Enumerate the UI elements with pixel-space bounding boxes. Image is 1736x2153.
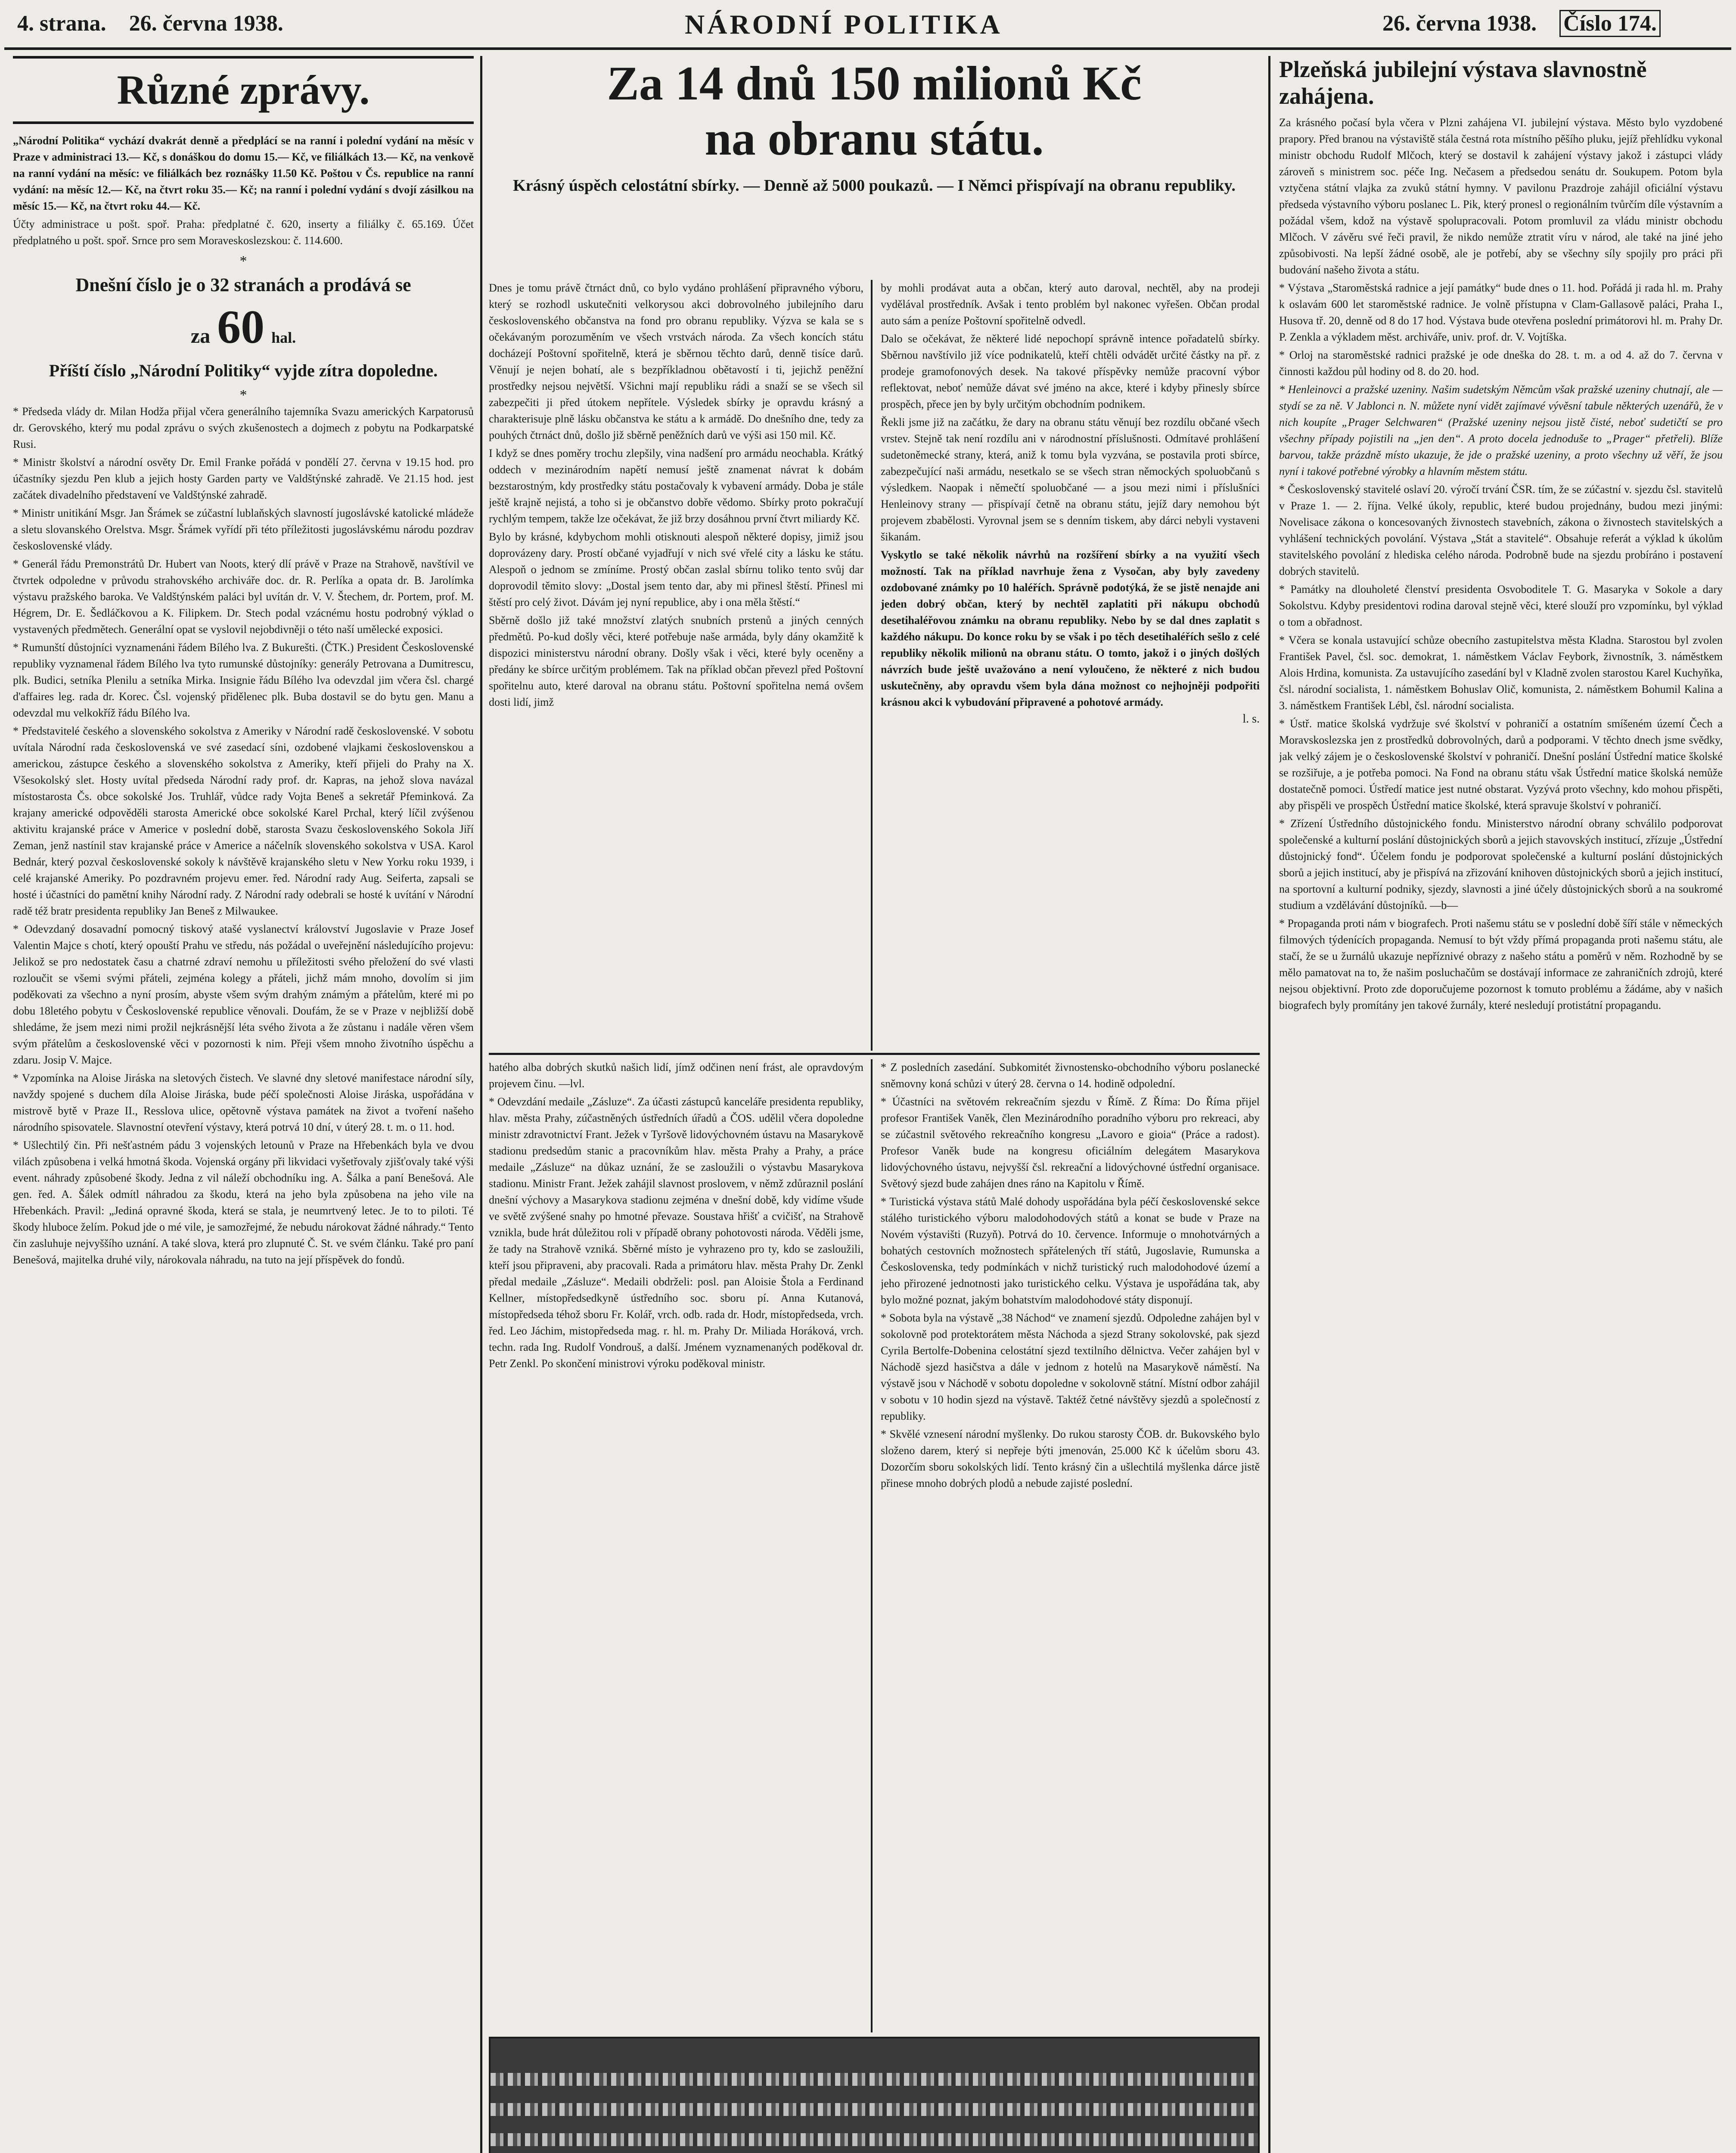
price-number: 60: [217, 301, 265, 353]
next-issue: Příští číslo „Národní Politiky“ vyjde zítra dopoledne.: [49, 361, 438, 380]
news-item: * Turistická výstava států Malé dohody uspořádána byla péčí československé sekce stálého turistického výboru malodohodových států a konat se bude v Praze na Novém výstavišti (Ruzyň). Potrvá do 10. července. Informuje o mnohotvárných a bohatých cestovních možnostech spřátelených tří států, Jugoslavie, Rumunska a Československa, tedy podmínkách v nichž turistický ruch malodohodové území a jeho přirozené jednotnosti jako turistického celku. Výstava je uspořádána tak, aby bylo možné poznat, jakým bohatstvím malodohodové státy disponují.: [881, 1195, 1260, 1306]
masthead: NÁRODNÍ POLITIKA: [685, 9, 1003, 40]
price-unit: hal.: [271, 329, 296, 346]
subscription-info: „Národní Politika“ vychází dvakrát denně a předplácí se na ranní i polední vydání na měsíc v Praze v administraci 13.— Kč, s donáškou do domu 15.— Kč, ve filiálkách 13.— Kč, na venkově na ranní vydání na měsíc: ve filiálkách bez roznášky 11.50 Kč. Poštou v Čs. republice na ranní vydání: na měsíc 12.— Kč, na čtvrt roku 35.— Kč; na ranní i polední vydání s dvojí zásilkou na měsíc 15.— Kč, na čtvrt roku 44.— Kč.: [13, 134, 474, 212]
center-lower-column-1: [489, 1059, 863, 2032]
center-lower-column-2: [881, 1059, 1260, 2032]
news-item: * Propaganda proti nám v biografech. Proti našemu státu se v poslední době šíří stále v německých filmových týdenících propaganda. Nemusí to být vždy přímá propaganda proti našemu státu, ale stačí, že se u žurnálů ukazuje nepříznivé obrazy z našeho státu a poměrů v něm. Rozhodně by se mělo pamatovat na to, že našim posluchačům se dostávají informace ze zahraničních zdrojů, které nejsou objektivní. Proto zde doporučujeme pozornost k tomuto problému a žádáme, aby v našich biografech byly promítány jen takové žurnály, které nesledují protistátní propagandu.: [1279, 917, 1723, 1011]
news-item: * Výstava „Staroměstská radnice a její památky“ bude dnes o 11. hod. Pořádá ji rada hl. m. Prahy k oslavám 600 let staroměstské radnice. Je volně přístupna v Clam-Gallasově paláci, Praha I., Husova tř. 20, denně od 8 do 17 hod. Výstava bude otevřena poslední primátorovi hl. m. Prahy Dr. P. Zenkla a výkladem měst. archiváře, univ. prof. dr. V. Vojtíška.: [1279, 282, 1723, 343]
right-column: [1279, 56, 1723, 2153]
article-paragraph: Dnes je tomu právě čtrnáct dnů, co bylo vydáno prohlášení připravného výboru, který se rozhodl uskutečniti velkorysou akci dobrovolného jubilejního daru československého občanstva na fond pro obranu republiky. Výzva se kala se s očekávaným porozuměním ve všech vrstvách národa. Za všech koncích státu docházejí Poštovní spořitelně, která je sběrnou těchto darů, denně tisíce darů. Věnují je nejen bohatí, ale s bezpříkladnou obětavostí i ti, jejichž peněžní prostředky nejsou největší. Všichni mají republiku rádi a snaží se se všech sil zabezpečiti ji před útokem nepřítele. Výsledek sbírky je opravdu krásný a charakterisuje plně lásku občanstva ke státu a k armádě. Do dnešního dne, tedy za pouhých čtrnáct dnů, došlo již sběrně peněžních darů ve výši asi 150 mil. Kč.: [489, 282, 863, 441]
news-item: * Z posledních zasedání. Subkomitét živnostensko-obchodního výboru poslanecké sněmovny koná schůzi v úterý 28. června o 14. hodině odpolední.: [881, 1061, 1260, 1090]
price-line: [13, 300, 474, 354]
left-column: [13, 56, 474, 2153]
news-item: * Skvělé vznesení národní myšlenky. Do rukou starosty ČOB. dr. Bukovského bylo složeno darem, který si nepřeje býti jmenován, 25.000 Kč k účelům sboru 43. Dozorčím sboru sokolských lidí. Tento krásný čin a ušlechtilá myšlenka dárce jistě přinese mnoho dobrých plodů a nebude zajisté poslední.: [881, 1428, 1260, 1489]
column-divider: [871, 280, 873, 1051]
header-right-info: [1382, 11, 1661, 36]
news-item: * Odevzdání medaile „Zásluze“. Za účasti zástupců kanceláře presidenta republiky, hlav. města Prahy, zúčastněných ústředních úřadů a ČOS. udělil včera dopoledne ministr zdravotnictví Frant. Ježek v Tyršově lidovýchovném ústavu na Masarykově stadionu predsedům stanic a pracovníkům hlav. města Prahy a Prahy, a práce medaile „Zásluze“ na důkaz uznání, že se zasloužili o výstavbu Masarykova stadionu. Ministr Frant. Ježek zahájil slavnost proslovem, v němž zdůraznil poslání dnešní výchovy a Masarykova stadionu zejména v dnešní době, kdy vidíme všude ve světě zvýšené snahy po hmotné převaze. Soustava hřišť a cvičišť, na Strahově vznikla, bude hrát důležitou roli v případě obrany pohotovosti národa. Věděli jsme, že tady na Strahově vzniká. Sběrné místo je vyhrazeno pro ty, kdo se zasloužili, kteří jsou připraveni, aby pracovali. Rada a primátoru hlav. města Prahy Dr. Zenkl předal medaile „Zásluze“. Medaili obdrželi: posl. pan Aloisie Štola a Ferdinand Kellner, místopředsedkyně ústředního soc. sboru pí. Anna Kutanová, místopředseda téhož sboru Fr. Kolář, vrch. odb. rada dr. Hodr, místopředseda, vrch. řed. Leo Jáchim, mistopředseda mag. r. hl. m. Prahy Dr. Miliada Horáková, vrch. techn. rada Ing. Rudolf Vondrouš, a další. Jménem vyznamenaných poděkoval dr. Petr Zenkl. Po skončení ministrovi výroku poděkoval ministr.: [489, 1095, 863, 1370]
center-column-2: [881, 280, 1260, 1051]
parade-photo: [489, 2037, 1260, 2153]
article-paragraph: by mohli prodávat auta a občan, který auto daroval, nechtěl, aby na prodeji vydělával prostředník. Avšak i tento problém byl nakonec vyřešen. Občan prodal auto sám a peníze Poštovní spořitelně odvedl.: [881, 282, 1260, 327]
news-item: * Generál řádu Premonstrátů Dr. Hubert van Noots, který dlí právě v Praze na Strahově, navštívil ve čtvrtek odpoledne v průvodu strahovského archiváře doc. dr. R. Perlíka a opata dr. B. Jarolímka výstavu pražského baroka. Ve Valdštýnském paláci byl uvítán dr. V. V. Štechem, dr. Portem, prof. M. Hégrem, Dr. E. Šedláčkovou a K. Filipkem. Dr. Stech podal vzácnému hostu podrobný výklad o vystavených předmětech. Generální opat se vyslovil nejobdivněji o této naší umělecké exposici.: [13, 558, 474, 636]
header-issue: Číslo 174.: [1559, 10, 1661, 37]
news-item: * Rumunští důstojníci vyznamenáni řádem Bílého lva. Z Bukurešti. (ČTK.) President Československé republiky vyznamenal řádem Bílého lva tyto rumunské důstojníky: generály Petrovana a Dumitrescu, plk. Budici, setníka Plenilu a setníka Mirka. Insignie řádu Bílého lva odevzdal jim včera čsl. chargé d'affaires leg. rada dr. Korec. Čsl. vojenský přidělenec plk. Buba dostavil se do bytu gen. Manu a odevzdal mu velkokříž řádu Bílého lva.: [13, 641, 474, 719]
news-item: * Předseda vlády dr. Milan Hodža přijal včera generálního tajemníka Svazu amerických Karpatorusů dr. Gerovského, který mu podal zprávu o svých zkušenostech a dojmech z pobytu na Podkarpatské Rusi.: [13, 405, 474, 450]
news-item: * Ministr unitikání Msgr. Jan Šrámek se zúčastní lublaňských slavností jugoslávské katolické mládeže a sletu slovanského Orelstva. Msgr. Šrámek vyřídí při této příležitosti jugoslávskému národu pozdrav československé vlády.: [13, 507, 474, 552]
news-item: * Odevzdaný dosavadní pomocný tiskový atašé vyslanectví království Jugoslavie v Praze Josef Valentin Majce s chotí, který opouští Prahu ve středu, nás požádal o uveřejnění následujícího projevu: Jelikož se pro nedostatek času a chatrné zdraví nemohu u příležitosti svého přeložení do své vlasti rozloučit se všemi svými přáteli, zejména kolegy a přáteli, jichž mám mnoho, dovolím si jim poděkovati za všechno a nyní prosím, abyste všem svým drahým známým a přátelům, které mi po dobu 18letého pobytu v Československé republice věnovali. Doufám, že se v Praze v nejbližší době shledáme, že jsem mezi nimi prožil nejkrásnější léta svého života a že zůstanu i nadále věren všem svým přátelům a československé věci v pozornosti k nim. Přeji všem mnoho životního úspěchu a zdaru. Josip V. Majce.: [13, 923, 474, 1066]
news-item: * Včera se konala ustavující schůze obecního zastupitelstva města Kladna. Starostou byl zvolen František Pavel, čsl. soc. demokrat, 1. náměstkem Václav Feybork, živnostník, 3. náměstkem Alois Hrdina, komunista. Za ustavujícího zasedání byl v Kladně zvolen starostou Karel Kuchyňka, čsl. národní socialista, 1. náměstkem Bohuslav Olič, komunista, 2. náměstkem Bohumil Kalina a 3. náměstkem František Lébl, čsl. národní socialista.: [1279, 634, 1723, 712]
news-item: * Československý stavitelé oslaví 20. výročí trvání ČSR. tím, že se zúčastní v. sjezdu čsl. stavitelů v Praze 1. — 2. října. Velké úkoly, republic, které budou projednány, budou mezi jinými: Novelisace zákona o koncesovaných živnostech stavebních, zákona o živnostech stavitelských a vyhlášení technických povolání. Výstava „Stát a stavitelé“. Obsahuje referát a výklad k úkolům stavitelského povolání z hlediska celého národa. Podrobně bude na sjezdu probíráno i postavení dobrých stavitelů.: [1279, 483, 1723, 577]
left-section-title: Různé zprávy.: [117, 67, 370, 113]
news-item: * Henleinovci a pražské uzeniny. Našim sudetským Němcům však pražské uzeniny chutnají, ale — stydí se za ně. V Jablonci n. N. můžete nyní vidět zajímavé vývěsní tabule některých uzenářů, že v nich koupíte „Prager Selchwaren“ (Pražské uzeniny nejsou jistě čisté, neboť sudetičtí se pro všechny případy pojistili na „jen den“. A proto docela jednoduše to „Prager“ přetřeli). Blíže barvou, takže prázdně místo ukazuje, že jde o pražské uzeniny, a proto všechny už věří, že jsou nyní i takové potřebné výrobky a hlavním městem státu.: [1279, 383, 1723, 478]
news-item: Za krásného počasí byla včera v Plzni zahájena VI. jubilejní výstava. Město bylo vyzdobené prapory. Před branou na výstaviště stála čestná rota místního pěšího pluku, jejíž přehlídku vykonal ministr obchodu Rudolf Mlčoch, který se dostavil k zahájení výstavy jakož i zástupci vlády zároveň s ministrem soc. péče Ing. Nečasem a předsedou senátu dr. Soukupem. Potom byla vztyčena státní vlajka za zvuků státní hymny. V pavilonu Prazdroje zahájil oficiální výstavu předseda výstavního výboru poslanec L. Pik, který pronesl o regionálním tvůrčím díle výstavním a požádal všem, kdož na výstavě spolupracovali. Potom promluvil za vládu ministr obchodu Mlčoch. V závěru své řeči pravil, že nikdo nemůže ztratit víru v národ, ale také na jiné jeho způsobivosti. Na lepší žádné osobě, ale je potřebí, aby se všechny síly spojily pro práci při budování našeho života a státu.: [1279, 116, 1723, 276]
header-date-right: 26. června 1938.: [1382, 11, 1537, 36]
news-item: * Zřízení Ústředního důstojnického fondu. Ministerstvo národní obrany schválilo podporovat společenské a kulturní poslání důstojnických sborů a jejich stavovských institucí, zřízuje „Ústřední důstojnický fond“. Účelem fondu je podporovat společenské a kulturní poslání důstojnických sborů a jejich institucí, aby je přispívá na zřizování knihoven důstojnických sborů a jejich institucí, na sportovní a kulturní podniky, sjezdy, slavnosti a jiné účely důstojnických sborů a na soukromé studium a vzdělávání důstojníků. —b—: [1279, 817, 1723, 912]
article-paragraph: Řekli jsme již na začátku, že dary na obranu státu věnují bez rozdílu občané všech vrstev. Stejně tak není rozdílu ani v národnostní příslušnosti. Odmítavé prohlášení sudetoněmecké strany, která, aniž k tomu byla vyzvána, se postavila proti sbírce, zabezpečující naši armádu, nesetkalo se se všech stran němockých spoluobčanů s výsledkem. Naopak i němečtí spoluobčané — a jsou mezi nimi i příslušníci Henleinovy strany — přispívají četně na obranu státu, jejíž dary nemohou být projevem zbabělosti. Vyrovnal jsem se s denním tiskem, aby dárci nebyli vystaveni šikanám.: [881, 416, 1260, 543]
column-divider: [480, 56, 482, 2153]
news-item: * Vzpomínka na Aloise Jiráska na sletových čistech. Ve slavné dny sletové manifestace národní síly, navždy spojené s duchem díla Aloise Jiráska, bude péčí společnosti Aloise Jiráska, uspořádána v mistrově bytě v Praze II., Resslova ulice, opětovně výstava památek na život a tvoření našeho národního spisovatele. Slavnostní otevření výstavy, která potrvá 10 dní, v úterý 28. t. m. o 11. hod.: [13, 1072, 474, 1133]
column-divider: [1268, 56, 1270, 2153]
article-paragraph: Bylo by krásné, kdybychom mohli otisknouti alespoň některé dopisy, jimiž jsou doprovázeny dary. Prostí občané vyjadřují v nich své vřelé city a lásku ke státu. Alespoň o jednom se zmíníme. Prostý občan zaslal sbírnu toliko tento svůj dar doprovodil těmito slovy: „Dostal jsem tento dar, aby mi přinesl štěstí. Přinesl mi štěstí pro celý život. Dávám jej nyní republice, aby i ona měla štěstí.“: [489, 530, 863, 608]
news-item: * Sobota byla na výstavě „38 Náchod“ ve znamení sjezdů. Odpoledne zahájen byl v sokolovně pod protektorátem města Náchoda a sjezd Strany sokolovské, pak sjezd Cyrila Bertolfe-Dobenina celostátní sjezd textilního dělnictva. Večer zahájen byl v Náchodě sjezd hasičstva a dále v jednom z hotelů na Masarykově náměstí. Na výstavě jsou v Náchodě v sobotu dopoledne v sokolovně státní. Místní odbor zahájil v sobotu v 10 hodin sjezd na výstavě. Taktéž četné návštěvy sjezdů a společností z republiky.: [881, 1312, 1260, 1422]
main-subheadline: Krásný úspěch celostátní sbírky. — Denně až 5000 poukazů. — I Němci přispívají na obranu republiky.: [513, 177, 1236, 195]
left-title-box: [13, 56, 474, 124]
news-item: * Památky na dlouholeté členství presidenta Osvoboditele T. G. Masaryka v Sokole a dary Sokolstvu. Kdyby presidentovi rodina daroval stejně věci, které slouží pro vzpomínku, byl výklad o tom a obřadnost.: [1279, 583, 1723, 628]
news-item: * Ministr školství a národní osvěty Dr. Emil Franke pořádá v pondělí 27. června v 19.15 hod. pro účastníky sjezdu Pen klub a jejich hosty Garden party ve Valdštýnské zahradě. Ve 21.15 hod. jest začátek divadelního představení ve Valdštýnské zahradě.: [13, 456, 474, 501]
news-item: * Představitelé českého a slovenského sokolstva z Ameriky v Národní radě československé. V sobotu uvítala Národní rada československá ve své zasedací síni, ozdobené vlajkami československou a americkou, zástupce českého a slovenského sokolstva z Ameriky, kteří přijeli do Prahy na X. Všesokolský slet. Hosty uvítal předseda Národní rady prof. dr. Kapras, na jehož slova navázal místostarosta Čs. obce sokolské Jos. Truhlář, vůdce rady Vojta Beneš a sekretář Pfeminková. Za krajany americké odpověděli starosta Americké obce sokolské Karel Prchal, který líčil zvýšenou aktivitu krajanské práce v Americe v poslední době, starosta Svazu československého Sokola Jiří Zeman, jenž nastínil stav krajanské práce v Americe a náčelník slovenského sokolstva v USA. Karol Bednár, který pozval československé sokoly k návštěvě krajanského sletu v New Yorku roku 1939, i celé krajanské Ameriky. Po pozdravném projevu emer. řed. Národní rady Aug. Seiferta, zapsali se hosté i účastníci do pamětní knihy Národní rady. Z Národní rady odebrali se hosté k uvítání v Národní radě též bratr presidenta republiky Jan Beneš z Milwaukee.: [13, 725, 474, 917]
page-header: [4, 4, 1731, 52]
main-headline-2: na obranu státu.: [705, 112, 1044, 165]
admin-accounts: Účty administrace u pošt. spoř. Praha: předplatné č. 620, inserty a filiálky č. 65.169. Účet předplatného u pošt. spoř. Srnce pro sem Moraveskoslezskou: č. 114.600.: [13, 218, 474, 247]
horizontal-rule: [489, 1053, 1260, 1055]
main-headline-1: Za 14 dnů 150 milionů Kč: [607, 57, 1142, 110]
main-headline-block: [489, 56, 1260, 280]
news-item: * Účastníci na světovém rekreačním sjezdu v Římě. Z Říma: Do Říma přijel profesor František Vaněk, člen Mezinárodního poradního výboru pro rekreaci, aby se zúčastnil světového rekreačního kongresu „Lavoro e gioia“ (Práce a radost). Profesor Vaněk bude na kongresu oficiálním delegátem Masarykova lidovýchovného ústavu, nejvyšší čsl. rekreační a lidovýchovné ústřední organisace. Světový sjezd bude zahájen dnes ráno na Kapitolu v Římě.: [881, 1095, 1260, 1190]
header-page-info: [17, 11, 283, 36]
news-item: * Orloj na staroměstské radnici pražské je ode dneška do 28. t. m. a od 4. až do 7. června v činnosti každou půl hodiny od 8. do 20. hod.: [1279, 349, 1723, 378]
header-page-number: 4. strana.: [17, 11, 106, 36]
article-paragraph: Dalo se očekávat, že některé lidé nepochopí správně intence pořadatelů sbírky. Sběrnou navštívilo již více podnikatelů, kteří chtěli odvádět určité částky na př. z prodeje gramofonových desek. Na takové příspěvky nemůže pracovní výbor reflektovat, neboť nemůže dávat své jméno na akce, které i kdyby přinesly sbírce prospěch, přece jen by byly určitým obchodním podnikem.: [881, 332, 1260, 410]
header-date-left: 26. června 1938.: [129, 11, 283, 36]
article-signature: l. s.: [1242, 712, 1260, 726]
news-item: * Ušlechtilý čin. Při nešťastném pádu 3 vojenských letounů v Praze na Hřebenkách byla ve dvou vilách způsobena i velká hmotná škoda. Vojenská orgány při likvidaci vyšetřovaly zjišťovaly také výši event. náhrady způsobené škody. Jedna z vil náleží obchodníku ing. A. Šálka a paní Benešová. Ale gen. řed. A. Šálek odmítl náhradou za škodu, která na jeho byla způsobena na jeho vile na Hřebenkách. Pravil: „Jediná opravné škoda, která se stala, je neumrtvený letec. Je to to piloti. Té škody hluboce želím. Pokud jde o mé vile, je samozřejmé, že nebudu nárokovat žádné náhrady.“ Tento čin zasluhuje nejvyššího uznání. A také slova, která pro zlupnuté Č. St. ve svém článku. Také pro paní Benešová, majitelka druhé vily, nárokovala náhradu, na tuto na její příspěvek do fondů.: [13, 1139, 474, 1266]
article-paragraph: I když se dnes poměry trochu zlepšily, vina nadšení pro armádu neochabla. Krátký oddech v mezinárodním napětí nemusí ještě znamenat návrat k dobám bezstarostným, kdy prostředky státu postačovaly k vybavení armády. Doba je stále ještě krajně nejistá, a toho si je občanstvo dobře vědomo. Sbírky proto pokračují rychlým tempem, takže lze očekávat, že již brzy dosáhnou první čtvrt miliardy Kč.: [489, 447, 863, 525]
divider-star: *: [239, 253, 247, 269]
news-item: hatého alba dobrých skutků našich lidí, jímž odčinen není frást, ale opravdovým projevem činu. —lvl.: [489, 1061, 863, 1090]
article-paragraph: Vyskytlo se také několik návrhů na rozšíření sbírky a na využití všech možností. Tak na příklad navrhuje žena z Vysočan, aby byly zavedeny ozdobované známky po 10 haléřích. Správně podotýká, že se jistě nenajde ani jeden dobrý občan, který by nechtěl zaplatiti při nákupu obchodů desetihaléřovou známku na obranu republiky. Nebo by se dal dnes zaplatit s každého nákupu. Do konce roku by se však i po těch desetihaléřích sešlo z celé republiky několik milionů na obranu státu. O tomto, jakož i o jiných došlých návrzích bude ještě uvažováno a není vyloučeno, že některé z nich budou uskutečněny, aby opravdu všem byla dána možnost co nejhojněji podpořiti krásnou akci k vybudování připravené a pohotové armády.: [881, 549, 1260, 708]
divider-star: *: [239, 387, 247, 403]
news-item: * Ústř. matice školská vydržuje své školství v pohraničí a ostatním smíšeném území Čech a Moravskoslezska jen z prostředků dobrovolných, darů a podporami. V těchto dnech jsme svědky, jak velký zájem je o československé školství v pohraničí. Dnešní poslání Ústřední matice školské se rozšiřuje, a je potřeba pomoci. Na Fond na obranu státu však Ústřední matice školská nemůže dostatečně pomoci. Ústředí matice jest nutné obstarat. Vyzývá proto všechny, kdo mohou přispěti, aby přispěli ve prospěch Ústřední matice školské, která spravuje školství v pohraničí.: [1279, 717, 1723, 812]
today-issue: Dnešní číslo je o 32 stranách a prodává se: [75, 274, 411, 295]
article-paragraph: Sběrně došlo již také množství zlatých snubních prstenů a jiných cenných předmětů. Po-kud došly věci, které potřebuje naše armáda, byly dány okamžitě k dispozici ministerstvu národní obrany. Došly však i věci, které byly oceněny a předány ke sbírce určitým problémem. Tak na příklad občan převezl před Poštovní spořitelnu auto, které daroval na obranu státu. Poštovní spořitelna nemá ovšem dosti lidí, jimž: [489, 614, 863, 708]
header-rule: [4, 47, 1731, 50]
price-prefix: za: [190, 325, 211, 347]
center-column-1: [489, 280, 863, 1051]
right-section-title: Plzeňská jubilejní výstava slavnostně zahájena.: [1279, 56, 1647, 109]
column-divider: [871, 1059, 873, 2032]
